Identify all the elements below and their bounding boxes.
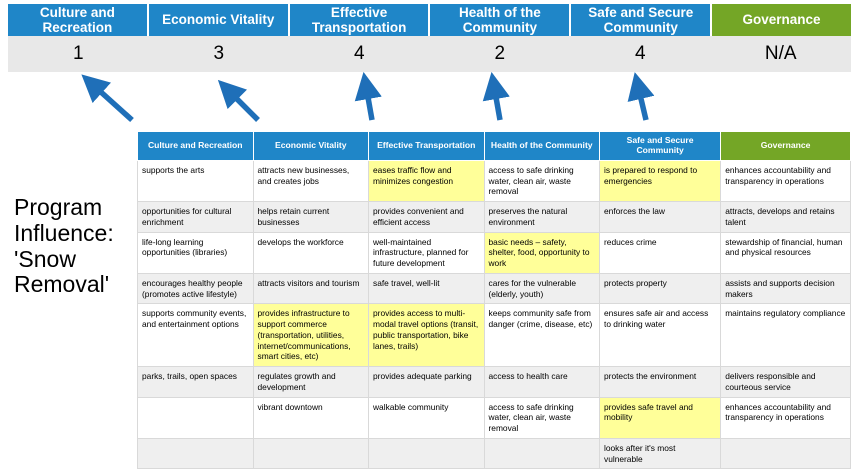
matrix-cell: attracts visitors and tourism [253,273,369,304]
matrix-cell: protects property [600,273,721,304]
score-economic-vitality: 3 [213,43,225,64]
matrix-body [138,160,851,469]
matrix-cell: supports community events, and entertainment options [138,304,254,367]
matrix-cell: walkable community [369,397,485,438]
scorecard-score-band [8,36,851,72]
caption-line-2: Influence: [14,219,114,246]
matrix-cell: basic needs – safety, shelter, food, opportunity to work [484,232,600,273]
matrix-cell: provides access to multi-modal travel options (transit, public transportation, bike lanes, trails) [369,304,485,367]
header-cell-economic-vitality: Economic Vitality [149,4,290,36]
matrix-header-row [138,132,851,161]
matrix-cell: reduces crime [600,232,721,273]
matrix-cell: assists and supports decision makers [721,273,851,304]
matrix-cell: vibrant downtown [253,397,369,438]
matrix-cell: provides convenient and efficient access [369,202,485,233]
matrix-cell: develops the workforce [253,232,369,273]
arrow-icon-culture [92,84,132,120]
arrow-icon-safe [638,86,646,120]
matrix-cell: is prepared to respond to emergencies [600,160,721,201]
scorecard-header-band [8,4,851,36]
table-row [138,202,851,233]
matrix-cell [484,438,600,469]
arrow-icon-health [494,86,500,120]
matrix-cell: keeps community safe from danger (crime, disease, etc) [484,304,600,367]
matrix-cell: enhances accountability and transparency in operations [721,160,851,201]
matrix-cell: provides safe travel and mobility [600,397,721,438]
matrix-cell: stewardship of financial, human and physical resources [721,232,851,273]
header-cell-culture-and-recreation: Culture and Recreation [8,4,149,36]
matrix-cell [369,438,485,469]
matrix-header-safe-and-secure-community: Safe and Secure Community [600,132,721,161]
matrix-cell: protects the environment [600,367,721,398]
matrix-cell: supports the arts [138,160,254,201]
influence-matrix-table [137,131,851,469]
table-row [138,367,851,398]
matrix-cell: cares for the vulnerable (elderly, youth) [484,273,600,304]
score-health-of-the-community: 2 [494,43,506,64]
table-row [138,160,851,201]
matrix-cell [253,438,369,469]
matrix-header-economic-vitality: Economic Vitality [253,132,369,161]
table-row [138,232,851,273]
score-safe-and-secure-community: 4 [634,43,646,64]
table-row [138,304,851,367]
matrix-cell: looks after it's most vulnerable [600,438,721,469]
matrix-cell: preserves the natural environment [484,202,600,233]
caption-line-3: 'Snow [14,245,76,272]
matrix-cell: well-maintained infrastructure, planned for future development [369,232,485,273]
header-cell-health-of-the-community: Health of the Community [430,4,571,36]
header-cell-governance: Governance [712,4,851,36]
header-cell-effective-transportation: Effective Transportation [290,4,431,36]
matrix-cell: access to safe drinking water, clean air, waste removal [484,397,600,438]
score-culture-and-recreation: 1 [72,43,84,64]
matrix-cell: enforces the law [600,202,721,233]
matrix-cell: attracts new businesses, and creates jobs [253,160,369,201]
matrix-cell: safe travel, well-lit [369,273,485,304]
matrix-cell: opportunities for cultural enrichment [138,202,254,233]
matrix-cell: access to safe drinking water, clean air, waste removal [484,160,600,201]
matrix-cell: life-long learning opportunities (libraries) [138,232,254,273]
matrix-cell: encourages healthy people (promotes active lifestyle) [138,273,254,304]
table-row [138,273,851,304]
arrow-layer [0,72,859,138]
arrow-icon-economic [228,90,258,120]
header-cell-safe-and-secure-community: Safe and Secure Community [571,4,712,36]
matrix-header-culture-and-recreation: Culture and Recreation [138,132,254,161]
score-effective-transportation: 4 [353,43,365,64]
matrix-cell: helps retain current businesses [253,202,369,233]
caption-line-4: Removal' [14,271,110,298]
matrix-cell: delivers responsible and courteous service [721,367,851,398]
matrix-cell: eases traffic flow and minimizes congestion [369,160,485,201]
matrix-header-governance: Governance [721,132,851,161]
matrix-header-effective-transportation: Effective Transportation [369,132,485,161]
matrix-cell [721,438,851,469]
matrix-cell: access to health care [484,367,600,398]
matrix-cell [138,438,254,469]
matrix-cell: provides infrastructure to support commerce (transportation, utilities, internet/communications, smart cities, etc) [253,304,369,367]
matrix-cell: enhances accountability and transparency in operations [721,397,851,438]
matrix-cell [138,397,254,438]
matrix-cell: maintains regulatory compliance [721,304,851,367]
arrows-svg [0,72,859,138]
matrix-cell: regulates growth and development [253,367,369,398]
caption-line-1: Program [14,194,103,220]
matrix-cell: attracts, develops and retains talent [721,202,851,233]
matrix-cell: provides adequate parking [369,367,485,398]
page-title [14,195,134,298]
score-governance: N/A [764,43,797,64]
arrow-icon-transportation [366,86,372,120]
table-row [138,397,851,438]
matrix-cell: ensures safe air and access to drinking water [600,304,721,367]
matrix-header-health-of-the-community: Health of the Community [484,132,600,161]
table-row [138,438,851,469]
matrix-cell: parks, trails, open spaces [138,367,254,398]
